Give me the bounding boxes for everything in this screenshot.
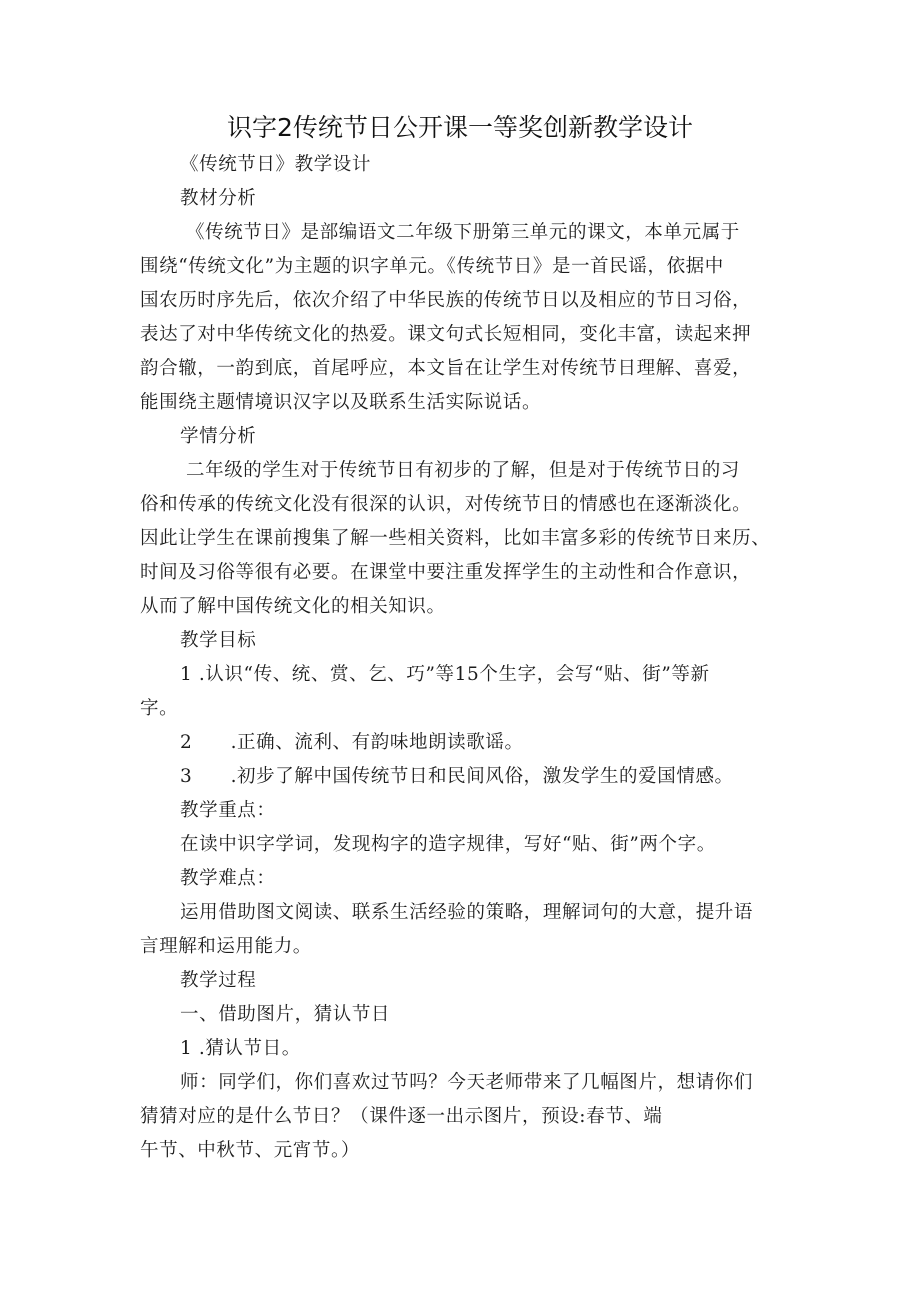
list-item: 1 .认识“传、统、赏、乞、巧”等15个生字，会写“贴、街”等新: [180, 664, 710, 685]
paragraph-line: 猜猜对应的是什么节日？（课件逐一出示图片，预设:春节、端: [140, 1106, 663, 1127]
section-heading: 教学过程: [180, 970, 257, 991]
section-heading: 学情分析: [180, 426, 257, 447]
list-item-continuation: 字。: [140, 698, 179, 719]
paragraph-line: 二年级的学生对于传统节日有初步的了解，但是对于传统节日的习: [186, 460, 740, 481]
paragraph-line: 表达了对中华传统文化的热爱。课文句式长短相同，变化丰富，读起来押: [140, 324, 752, 345]
list-item: 3 .初步了解中国传统节日和民间风俗，激发学生的爱国情感。: [180, 766, 734, 787]
paragraph-line: 午节、中秋节、元宵节。）: [140, 1140, 360, 1161]
list-item: 1 .猜认节日。: [180, 1038, 301, 1059]
section-heading: 教学目标: [180, 630, 257, 651]
section-heading: 教材分析: [180, 188, 257, 209]
paragraph-line: 师：同学们，你们喜欢过节吗？今天老师带来了几幅图片，想请你们: [180, 1072, 754, 1093]
subtitle-line: 《传统节日》教学设计: [180, 154, 372, 175]
paragraph-line: 能围绕主题情境识汉字以及联系生活实际说话。: [140, 392, 542, 413]
paragraph-line: 言理解和运用能力。: [140, 936, 312, 957]
paragraph-line: 运用借助图文阅读、联系生活经验的策略，理解词句的大意，提升语: [180, 902, 754, 923]
paragraph-line: 围绕“传统文化”为主题的识字单元。《传统节日》是一首民谣，依据中: [140, 256, 724, 277]
paragraph-line: 因此让学生在课前搜集了解一些相关资料，比如丰富多彩的传统节日来历、: [140, 528, 771, 549]
section-heading: 教学难点：: [180, 868, 276, 889]
paragraph-line: 从而了解中国传统文化的相关知识。: [140, 596, 446, 617]
paragraph-line: 时间及习俗等很有必要。在课堂中要注重发挥学生的主动性和合作意识，: [140, 562, 752, 583]
paragraph-line: 俗和传承的传统文化没有很深的认识，对传统节日的情感也在逐渐淡化。: [140, 494, 752, 515]
paragraph-line: 《传统节日》是部编语文二年级下册第三单元的课文，本单元属于: [186, 222, 740, 243]
paragraph-line: 韵合辙，一韵到底，首尾呼应，本文旨在让学生对传统节日理解、喜爱，: [140, 358, 752, 379]
sub-heading: 一、借助图片，猜认节日: [180, 1004, 391, 1025]
paragraph-line: 在读中识字学词，发现构字的造字规律，写好“贴、街”两个字。: [180, 834, 716, 855]
document-title: 识字2传统节日公开课一等奖创新教学设计: [227, 113, 693, 142]
section-heading: 教学重点：: [180, 800, 276, 821]
paragraph-line: 国农历时序先后，依次介绍了中华民族的传统节日以及相应的节日习俗，: [140, 290, 752, 311]
list-item: 2 .正确、流利、有韵味地朗读歌谣。: [180, 732, 524, 753]
